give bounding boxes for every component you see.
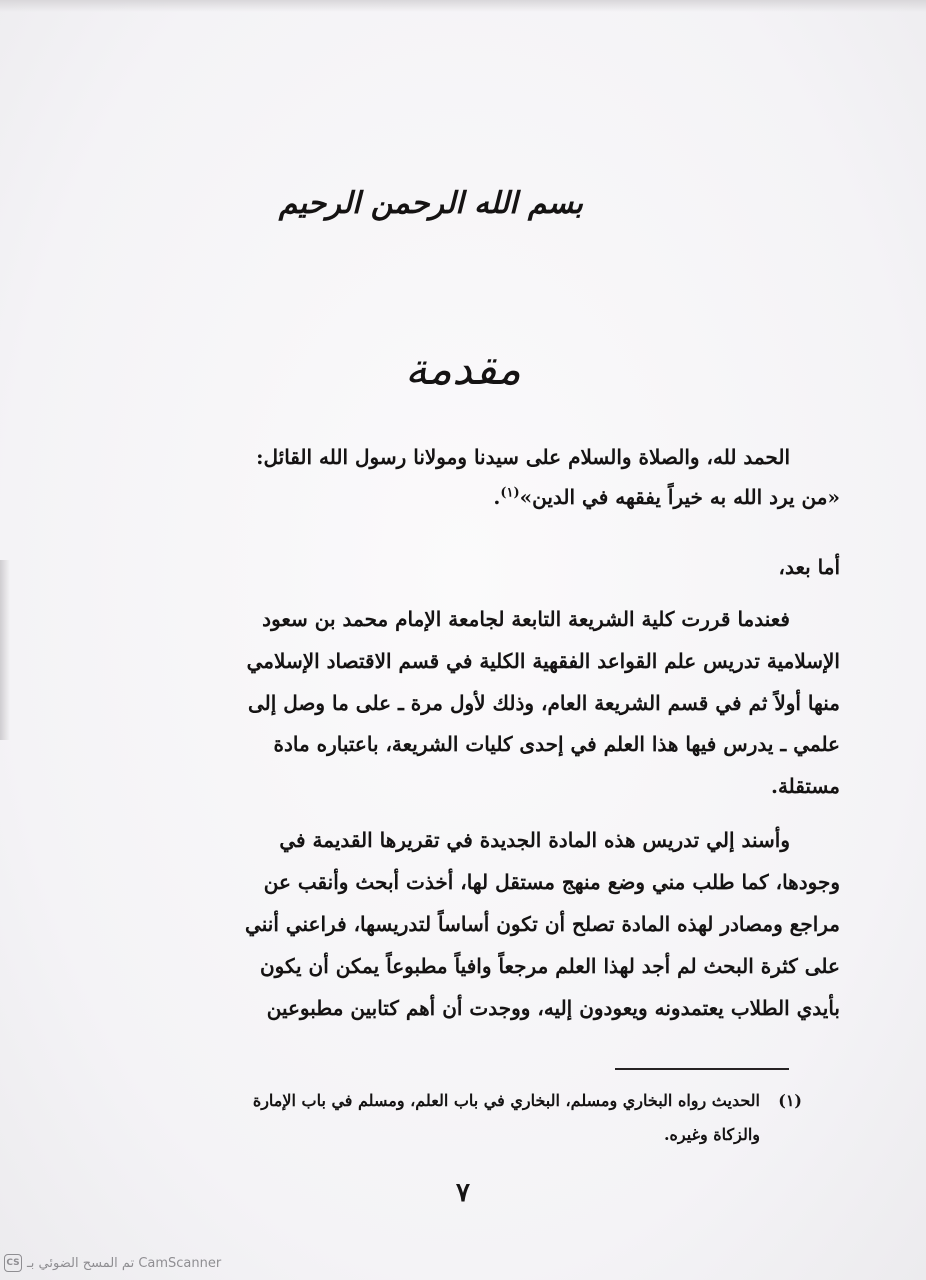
page-number: ٧ — [456, 1178, 470, 1208]
basmala-calligraphy: بسم الله الرحمن الرحيم — [278, 186, 583, 221]
text-line: وجودها، كما طلب مني وضع منهج مستقل لها، أخذت أبحث وأنقب عن — [263, 870, 840, 894]
text-line: الحمد لله، والصلاة والسلام على سيدنا ومولانا رسول الله القائل: — [256, 445, 790, 469]
text-line: على كثرة البحث لم أجد لهذا العلم مرجعاً وافياً مطبوعاً يمكن أن يكون — [259, 954, 840, 978]
footnote — [122, 1085, 802, 1145]
scan-edge-shadow — [0, 0, 926, 12]
text-line: الإسلامية تدريس علم القواعد الفقهية الكلية في قسم الاقتصاد الإسلامي — [246, 649, 840, 673]
scan-edge-shadow — [0, 560, 10, 740]
body-text — [122, 445, 840, 1055]
text-line: أما بعد، — [778, 555, 840, 579]
hadith-quote: «من يرد الله به خيراً يفقهه في الدين» — [519, 485, 840, 509]
text-line: علمي ـ يدرس فيها هذا العلم في إحدى كليات الشريعة، باعتباره مادة — [273, 732, 840, 756]
text-line: بأيدي الطلاب يعتمدونه ويعودون إليه، ووجدت أن أهم كتابين مطبوعين — [266, 996, 840, 1020]
footnote-number: (١) — [778, 1091, 802, 1110]
text-line: منها أولاً ثم في قسم الشريعة العام، وذلك لأول مرة ـ على ما وصل إلى — [247, 691, 840, 715]
footnote-reference: (١) — [500, 485, 520, 501]
scanner-watermark — [4, 1252, 221, 1274]
footnote-divider — [615, 1068, 789, 1070]
text-line: «من يرد الله به خيراً يفقهه في الدين»$^{(١)}$. — [493, 485, 840, 509]
watermark-text: تم المسح الضوئي بـ CamScanner — [27, 1255, 222, 1271]
footnote-line: الحديث رواه البخاري ومسلم، البخاري في باب العلم، ومسلم في باب الإمارة — [252, 1091, 760, 1110]
camscanner-logo-icon: CS — [4, 1254, 22, 1272]
page-title: مقدمة — [404, 344, 522, 395]
text-line: فعندما قررت كلية الشريعة التابعة لجامعة الإمام محمد بن سعود — [262, 607, 790, 631]
text-line: مستقلة. — [770, 774, 840, 798]
text-line: مراجع ومصادر لهذه المادة تصلح أن تكون أساساً لتدريسها، فراعني أنني — [245, 912, 840, 936]
text-line: وأسند إلي تدريس هذه المادة الجديدة في تقريرها القديمة في — [279, 828, 790, 852]
footnote-line: والزكاة وغيره. — [663, 1125, 760, 1144]
